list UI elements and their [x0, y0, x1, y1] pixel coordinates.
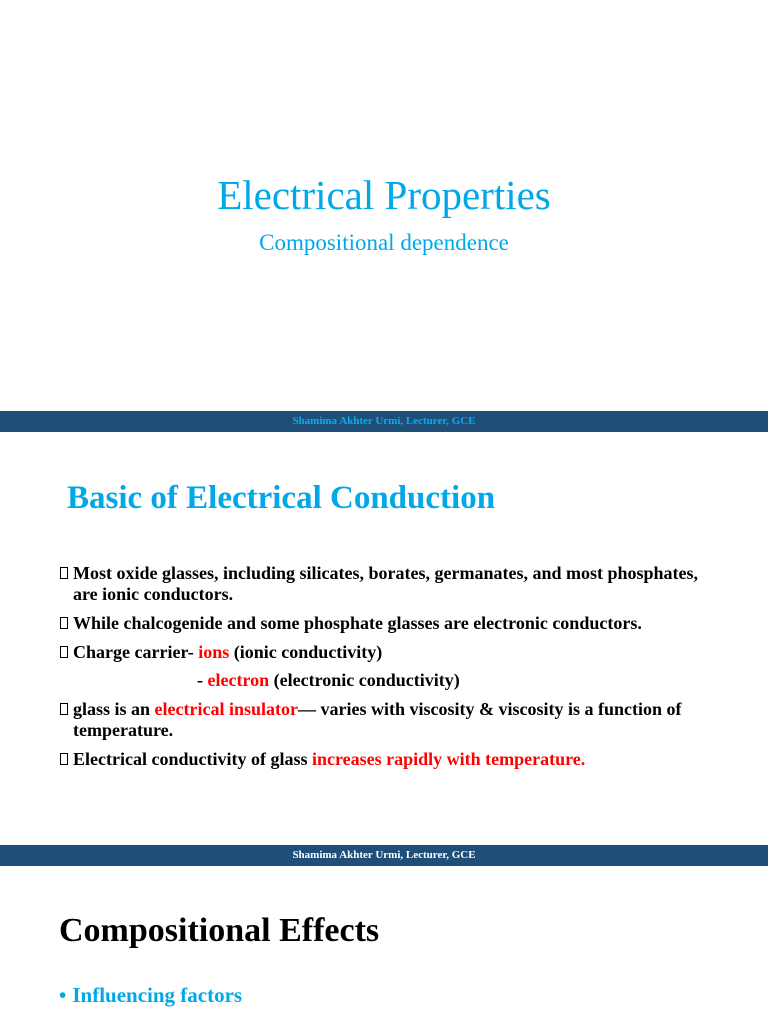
slide-subtitle: Compositional dependence: [259, 230, 509, 255]
bullet-box-icon: [60, 646, 68, 658]
slide-title: Electrical Properties: [217, 172, 551, 218]
bullet-item: Most oxide glasses, including silicates, borates, germanates, and most phosphates, are ionic conductors.: [60, 563, 720, 605]
highlight-temperature: increases rapidly with temperature.: [311, 749, 586, 769]
slide-heading: Basic of Electrical Conduction: [67, 480, 496, 516]
bullet-item: While chalcogenide and some phosphate glasses are electronic conductors.: [60, 613, 720, 634]
bullet-box-icon: [60, 567, 68, 579]
bullet-item: Charge carrier- ions (ionic conductivity): [60, 642, 720, 663]
slide-footer-2: Shamima Akhter Urmi, Lecturer, GCE: [0, 845, 768, 866]
conduction-slide: [0, 432, 768, 844]
title-slide: [0, 0, 768, 411]
slide-heading: Compositional Effects: [59, 912, 380, 949]
bullet-item: Electrical conductivity of glass increases rapidly with temperature.: [60, 749, 720, 770]
bullet-box-icon: [60, 617, 68, 629]
highlight-ions: ions: [198, 642, 230, 662]
bullet-continuation: - electron (electronic conductivity): [197, 670, 460, 690]
bullet-box-icon: [60, 703, 68, 715]
slide-footer-1: Shamima Akhter Urmi, Lecturer, GCE: [0, 411, 768, 432]
highlight-insulator: electrical insulator: [154, 699, 298, 719]
bullet-item: • Influencing factors: [59, 983, 243, 1007]
highlight-electron: electron: [207, 670, 270, 690]
compositional-slide: [0, 866, 768, 1024]
bullet-box-icon: [60, 753, 68, 765]
bullet-item: glass is an electrical insulator— varies with viscosity & viscosity is a function of temperature.: [60, 699, 720, 741]
bullet-dot-icon: •: [59, 983, 67, 1007]
bullet-list: [60, 563, 720, 778]
